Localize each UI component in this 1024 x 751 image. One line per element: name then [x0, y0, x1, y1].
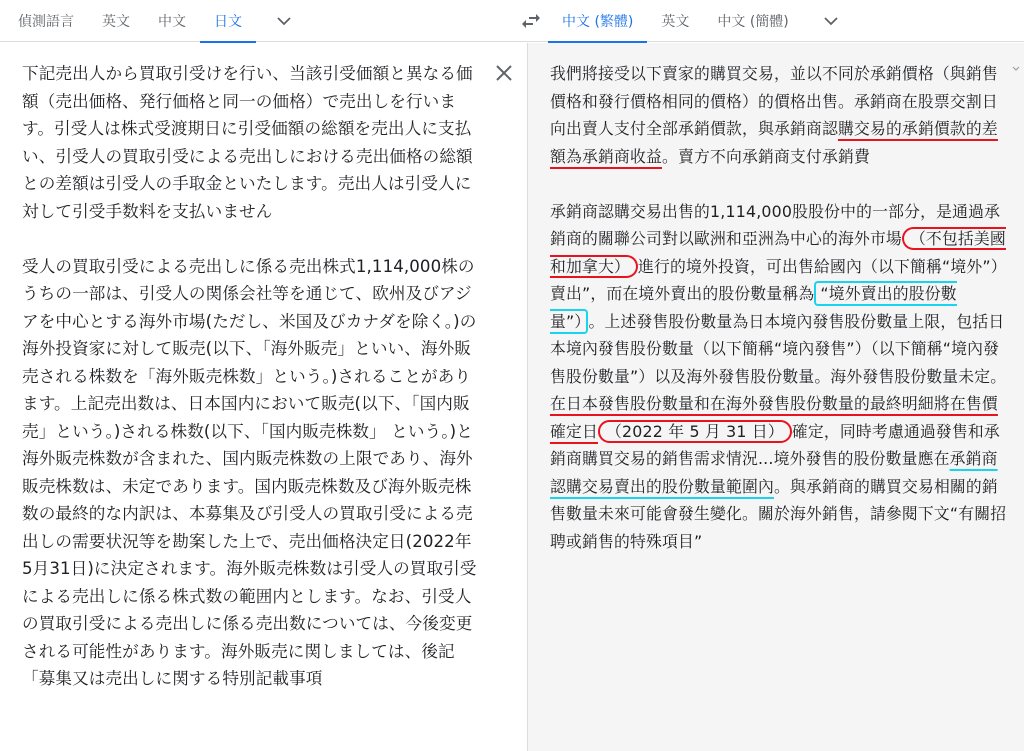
- close-icon[interactable]: [494, 63, 514, 83]
- target-language-tabs: [548, 0, 851, 42]
- tab-target-english[interactable]: 英文: [661, 14, 690, 30]
- red-underlined-phrase: 在日本發售股份數量和在海外發售股份數量的最終明細將在售價確定日: [550, 394, 998, 441]
- source-panel: [0, 43, 527, 751]
- tab-detect-language[interactable]: 偵測語言: [18, 14, 74, 30]
- cyan-boxed-phrase: “境外賣出的股份數量”）: [550, 281, 957, 334]
- source-language-tabs: [0, 0, 304, 42]
- translation-text: 。上述發售股份數量為日本境內發售股份數量上限，包括日本境內發售股份數量（以下簡稱“境內發售”）（以下簡稱“境內發售股份數量”）以及海外發售股份數量。海外發售股份數量未定。: [550, 311, 1007, 386]
- chevron-down-icon: [824, 17, 838, 26]
- cyan-underlined-phrase: 商認購交易賣出的股份數量範圍內: [550, 449, 998, 496]
- tab-source-english[interactable]: 英文: [102, 14, 130, 30]
- red-underlined-phrase: 購交易的承銷價款的差額為承銷商收益: [550, 119, 998, 166]
- translation-text: 我們將接受以下賣家的購買交易，並以不同於承銷價格（與銷售價格和發行價格相同的價格）的價格出售。承銷商在股票交割日向出賣人支付全部承銷價款，與承銷商認: [550, 64, 998, 138]
- translation-panel: [527, 43, 1024, 751]
- chevron-down-icon: [277, 17, 291, 26]
- translation-text: 。與承銷商的購買交易相關的銷售數量未來可能會發生變化。關於海外銷售，請參閱下文“有關招聘或銷售的特殊項目”: [550, 476, 1007, 551]
- swap-languages-icon[interactable]: [519, 9, 543, 33]
- target-language-dropdown[interactable]: [811, 0, 851, 42]
- tab-source-chinese[interactable]: 中文: [158, 14, 186, 30]
- red-circled-date: （2022 年 5 月 31 日）: [598, 420, 792, 443]
- cyan-underlined-phrase: 承銷: [949, 449, 982, 468]
- more-options-icon[interactable]: [1012, 65, 1020, 73]
- tab-source-japanese[interactable]: 日文: [200, 0, 256, 42]
- translation-output: [550, 60, 1010, 583]
- red-circled-phrase: （不包括美國和加拿大）: [550, 229, 1006, 276]
- source-text-input[interactable]: 下記売出人から買取引受けを行い、当該引受価額と異なる価額（売出価格、発行価格と同一の価格）で売出しを行います。引受人は株式受渡期日に引受価額の総額を売出人に支払い、引受人の買取引受による売出しにおける売出価格の総額との差額は引受人の手取金といたします。売出人は引受人に対して引受手数料を支払いません 受人の買取引受による売出しに係る売出株式1,114,000株のうちの一部は、引受人の関係会社等を通じて、欧州及びアジアを中心とする海外市場(ただし、米国及びカナダを除く。)の海外投資家に対して販売(以下、「海外販売」といい、海外販売される株数を「海外販売株数」という。)されることがあります。上記売出数は、日本国内において販売(以下、「国内販売」という。)される株数(以下、「国内販売株数」 という。)と海外販売株数が含まれた、国内販売株数の上限であり、海外販売株数は、未定であります。国内販売株数及び海外販売株数の最終的な内訳は、本募集及び引受人の買取引受による売出しの需要状況等を勘案した上で、売出価格決定日(2022年 5月31日)に決定されます。海外販売株数は引受人の買取引受による売出しに係る株式数の範囲内とします。なお、引受人の買取引受による売出しに係る売出数については、今後変更される可能性があります。海外販売に関しましては、後記「募集又は売出しに関する特別記載事項: [22, 64, 477, 688]
- translation-text: 進行的境外投資，可出售給國內（以下簡稱“境外”）賣出”，而在境外賣出的股份數量稱為: [550, 256, 1007, 303]
- tab-target-chinese-traditional[interactable]: 中文 (繁體): [548, 0, 647, 42]
- translation-paragraph-2: [550, 198, 1010, 556]
- translation-text: 確定，同時考慮通過發售和承銷商購買交易的銷售需求情況...境外發售的股份數量應在: [550, 421, 1000, 468]
- translation-paragraph-1: [550, 60, 1010, 170]
- translation-text: 承銷商認購交易出售的1,114,000股股份中的一部分，是通過承銷商的關聯公司對以歐洲和亞洲為中心的海外市場: [550, 201, 1001, 248]
- language-bar: [0, 0, 1024, 42]
- source-language-dropdown[interactable]: [264, 0, 304, 42]
- tab-target-chinese-simplified[interactable]: 中文 (簡體): [717, 14, 789, 30]
- translation-text: 。賣方不向承銷商支付承銷費: [661, 146, 870, 166]
